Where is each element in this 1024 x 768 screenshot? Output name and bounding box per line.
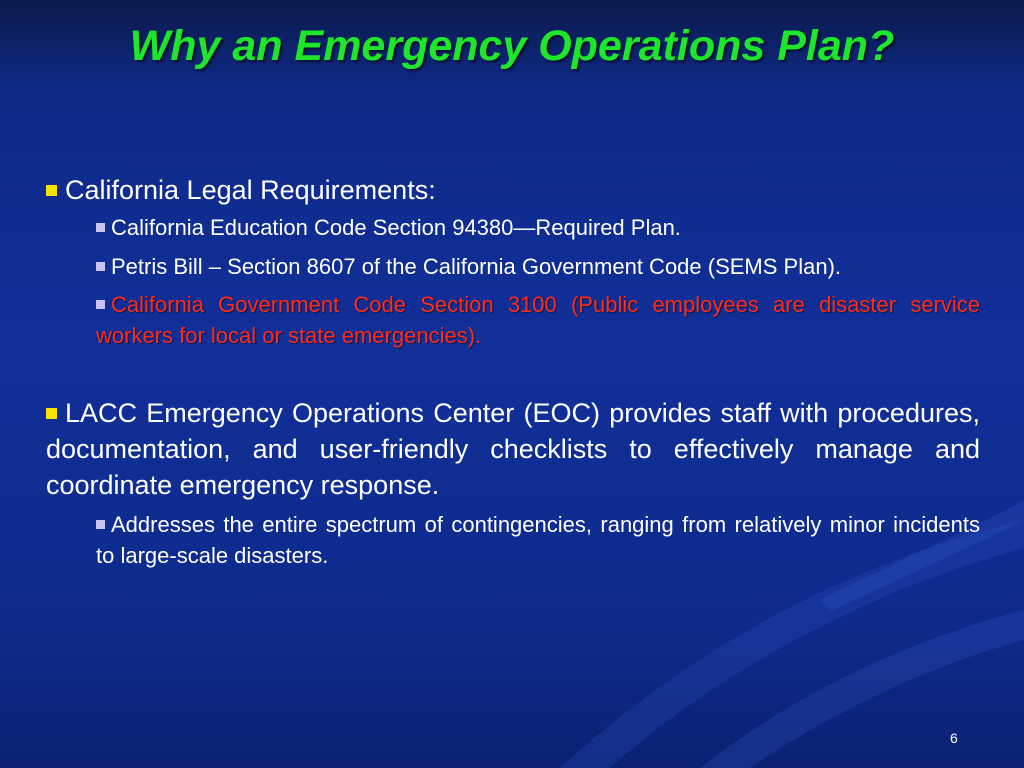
sub-bullet-education-code: [96, 212, 980, 243]
sub-bullet-contingencies: [96, 509, 980, 571]
square-bullet-icon: [46, 185, 57, 196]
square-bullet-icon: [96, 520, 105, 529]
square-bullet-icon: [96, 262, 105, 271]
sub-bullet-text: Addresses the entire spectrum of contingencies, ranging from relatively minor incidents to large-scale disasters.: [96, 512, 980, 568]
square-bullet-icon: [46, 408, 57, 419]
page-number: 6: [950, 730, 958, 746]
sub-bullet-text: Petris Bill – Section 8607 of the California Government Code (SEMS Plan).: [111, 254, 842, 279]
sub-bullet-text: California Education Code Section 94380—Required Plan.: [111, 215, 681, 240]
square-bullet-icon: [96, 300, 105, 309]
bullet-lacc-eoc: [46, 395, 980, 503]
slide-title: Why an Emergency Operations Plan?: [129, 22, 895, 70]
square-bullet-icon: [96, 223, 105, 232]
slide-content: [46, 172, 980, 571]
bullet-text: LACC Emergency Operations Center (EOC) provides staff with procedures, documentation, and user-friendly checklists to effectively manage and coordinate emergency response.: [46, 398, 980, 500]
sub-bullet-petris-bill: [96, 251, 980, 282]
bullet-legal-requirements: [46, 172, 980, 208]
sub-bullet-government-code-3100: [96, 289, 980, 351]
sub-bullet-text: California Government Code Section 3100 (Public employees are disaster service workers for local or state emergencies).: [96, 292, 980, 348]
bullet-text: California Legal Requirements:: [65, 175, 436, 205]
